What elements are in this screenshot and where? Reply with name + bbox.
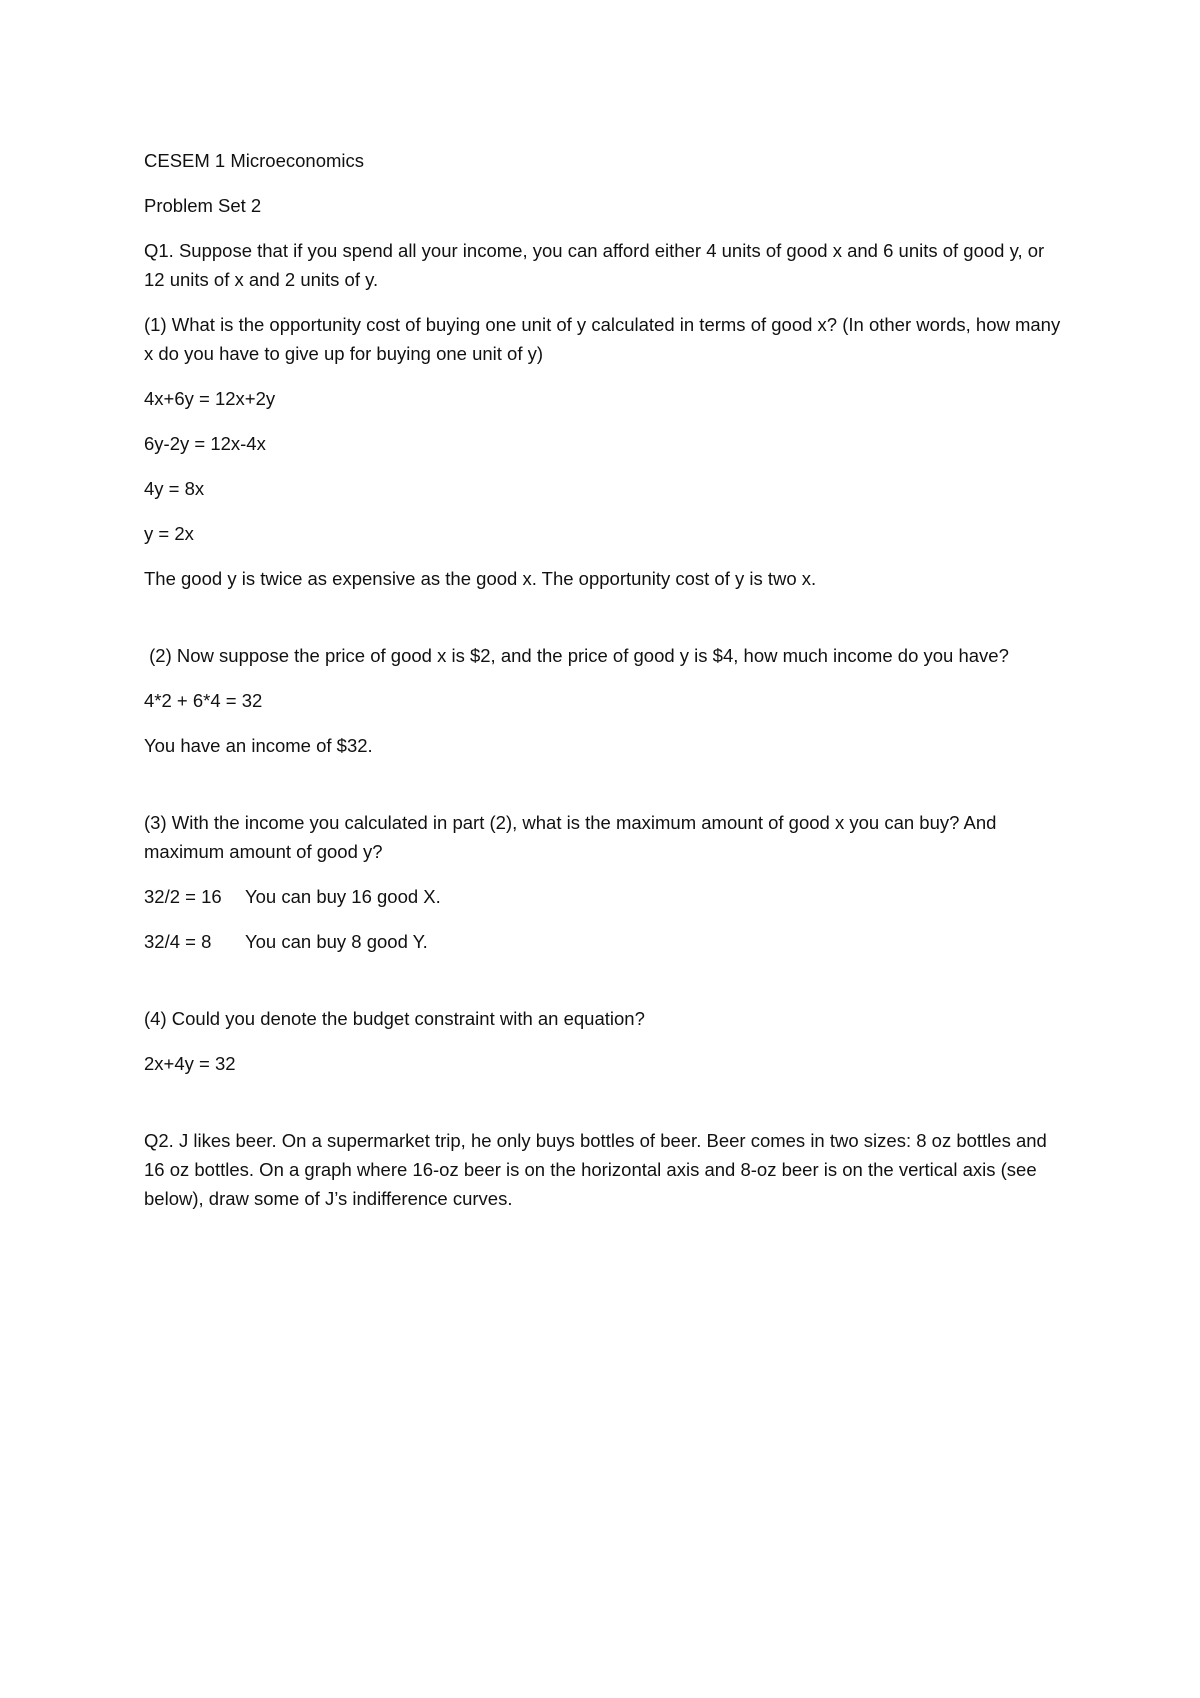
q1-part3-question: (3) With the income you calculated in part (2), what is the maximum amount of good x you can buy? And maximum amount of good y? [144, 812, 1002, 862]
problem-set-title: Problem Set 2 [144, 195, 262, 216]
q1-part1-answer: The good y is twice as expensive as the good x. The opportunity cost of y is two x. [144, 568, 817, 589]
q1-part3-result: You can buy 8 good Y. [245, 931, 428, 952]
q1-part1-step: 4x+6y = 12x+2y [144, 388, 276, 409]
spacer [144, 609, 1064, 641]
q1-part2-question: (2) Now suppose the price of good x is $2, and the price of good y is $4, how much income do you have? [144, 645, 1009, 666]
q1-part3-row [144, 927, 1064, 956]
q1-part1-step: 4y = 8x [144, 478, 205, 499]
q2-prompt: Q2. J likes beer. On a supermarket trip, he only buys bottles of beer. Beer comes in two sizes: 8 oz bottles and 16 oz bottles. On a graph where 16-oz beer is on the horizontal axis and 8-oz beer is on the vertical axis (see below), draw some of J’s indifference curves. [144, 1130, 1052, 1209]
q1-part4-question: (4) Could you denote the budget constraint with an equation? [144, 1008, 645, 1029]
q1-part4-answer: 2x+4y = 32 [144, 1053, 236, 1074]
q1-part3-result: You can buy 16 good X. [245, 886, 441, 907]
document-body [144, 146, 1064, 1229]
q1-part1-step: y = 2x [144, 523, 194, 544]
q1-part2-step: 4*2 + 6*4 = 32 [144, 690, 263, 711]
spacer [144, 972, 1064, 1004]
q1-part2-answer: You have an income of $32. [144, 735, 373, 756]
q1-part1-question: (1) What is the opportunity cost of buying one unit of y calculated in terms of good x? (In other words, how many x do you have to give up for buying one unit of y) [144, 314, 1066, 364]
q1-prompt: Q1. Suppose that if you spend all your income, you can afford either 4 units of good x and 6 units of good y, or 12 units of x and 2 units of y. [144, 240, 1050, 290]
q1-part3-equation: 32/4 = 8 [144, 931, 212, 952]
spacer [144, 1094, 1064, 1126]
q1-part3-equation: 32/2 = 16 [144, 886, 222, 907]
q1-part3-row [144, 882, 1064, 911]
spacer [144, 776, 1064, 808]
course-title: CESEM 1 Microeconomics [144, 150, 365, 171]
q1-part1-step: 6y-2y = 12x-4x [144, 433, 266, 454]
